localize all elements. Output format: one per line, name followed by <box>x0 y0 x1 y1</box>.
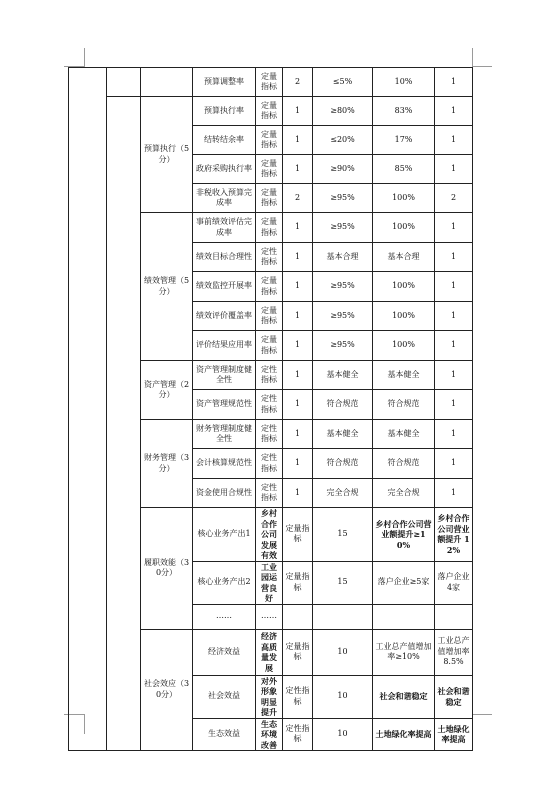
target-cell: ≤20% <box>313 126 373 155</box>
weight-cell: 15 <box>313 561 373 604</box>
weight-cell: 10 <box>313 675 373 718</box>
level3-cell: 生态效益 <box>193 718 256 751</box>
score-cell: 1 <box>435 331 473 361</box>
indicator-name-cell: 经济高质量发展 <box>256 629 283 675</box>
score-cell: 1 <box>435 243 473 272</box>
actual-cell: 落户企业4家 <box>435 561 473 604</box>
indicator-name-cell: 预算执行率 <box>193 97 256 126</box>
indicator-type-cell: 定量指标 <box>256 97 283 126</box>
indicator-type-cell: 定性指标 <box>256 420 283 449</box>
actual-cell: 完全合规 <box>373 479 435 508</box>
indicator-name-cell: 非税收入预算完成率 <box>193 184 256 213</box>
indicator-name-cell: 预算调整率 <box>193 68 256 97</box>
weight-cell: 1 <box>283 361 313 390</box>
weight-cell: 2 <box>283 184 313 213</box>
level2-cell <box>107 68 141 97</box>
indicator-type-cell: 定量指标 <box>283 561 313 604</box>
score-cell: 1 <box>435 449 473 479</box>
actual-cell: 乡村合作公司营业额提升 12% <box>435 508 473 562</box>
indicator-name-cell: 绩效目标合理性 <box>193 243 256 272</box>
weight-cell: 1 <box>283 420 313 449</box>
level3-cell: 核心业务产出2 <box>193 561 256 604</box>
section-social-effect: 社会效应（30分） <box>141 629 193 751</box>
target-cell: 工业总产值增加率≥10% <box>373 629 435 675</box>
level2-blank-cell <box>107 97 141 751</box>
level3-cell: …… <box>193 604 256 629</box>
indicator-type-cell: 定量指标 <box>256 184 283 213</box>
indicator-type-cell: 定量指标 <box>256 213 283 243</box>
target-cell: ≥95% <box>313 213 373 243</box>
indicator-name-cell: 生态环境改善 <box>256 718 283 751</box>
actual-cell: 10% <box>373 68 435 97</box>
target-cell: 基本健全 <box>313 420 373 449</box>
actual-cell: 基本合理 <box>373 243 435 272</box>
actual-cell: 100% <box>373 302 435 331</box>
indicator-type-cell: 定性指标 <box>256 479 283 508</box>
actual-cell: 83% <box>373 97 435 126</box>
weight-cell: 2 <box>283 68 313 97</box>
score-cell: 1 <box>435 420 473 449</box>
weight-cell: 1 <box>283 97 313 126</box>
crop-mark-top-left-v <box>84 48 85 67</box>
actual-cell: 土地绿化率提高 <box>435 718 473 751</box>
target-cell: ≥90% <box>313 155 373 184</box>
actual-cell: 基本健全 <box>373 420 435 449</box>
section-budget-execution: 预算执行（5分） <box>141 97 193 213</box>
weight-cell: 1 <box>283 331 313 361</box>
score-cell: 1 <box>435 390 473 420</box>
weight-cell: 1 <box>283 449 313 479</box>
target-cell: 符合规范 <box>313 449 373 479</box>
crop-mark-top-right-v <box>472 48 473 67</box>
indicator-name-cell: 财务管理制度健全性 <box>193 420 256 449</box>
indicator-name-cell: 结转结余率 <box>193 126 256 155</box>
target-cell: 基本合理 <box>313 243 373 272</box>
weight-cell: 1 <box>283 479 313 508</box>
target-cell: ≤5% <box>313 68 373 97</box>
target-cell: 土地绿化率提高 <box>373 718 435 751</box>
evaluation-table <box>68 67 473 751</box>
level3-cell: 核心业务产出1 <box>193 508 256 562</box>
actual-cell: 基本健全 <box>373 361 435 390</box>
actual-cell <box>435 604 473 629</box>
target-cell: ≥95% <box>313 272 373 302</box>
target-cell: 符合规范 <box>313 390 373 420</box>
target-cell: ≥95% <box>313 331 373 361</box>
score-cell: 1 <box>435 479 473 508</box>
score-cell: 1 <box>435 126 473 155</box>
crop-mark-top-right-h <box>472 66 492 67</box>
weight-cell: 1 <box>283 390 313 420</box>
weight-cell: 15 <box>313 508 373 562</box>
indicator-type-cell: 定性指标 <box>283 675 313 718</box>
indicator-name-cell: 绩效评价覆盖率 <box>193 302 256 331</box>
indicator-name-cell: 乡村合作公司发展有效 <box>256 508 283 562</box>
level3-cell: 经济效益 <box>193 629 256 675</box>
indicator-name-cell: 会计核算规范性 <box>193 449 256 479</box>
actual-cell: 85% <box>373 155 435 184</box>
indicator-name-cell: 对外形象明显提升 <box>256 675 283 718</box>
indicator-name-cell: 资金使用合规性 <box>193 479 256 508</box>
indicator-type-cell <box>283 604 313 629</box>
actual-cell: 工业总产值增加率 8.5% <box>435 629 473 675</box>
indicator-type-cell: 定量指标 <box>256 272 283 302</box>
indicator-type-cell: 定性指标 <box>283 718 313 751</box>
table-row <box>69 68 473 97</box>
target-cell: 基本健全 <box>313 361 373 390</box>
indicator-type-cell: 定性指标 <box>256 243 283 272</box>
actual-cell: 符合规范 <box>373 390 435 420</box>
indicator-name-cell: 资产管理规范性 <box>193 390 256 420</box>
weight-cell: 1 <box>283 302 313 331</box>
score-cell: 1 <box>435 302 473 331</box>
section-finance-management: 财务管理（3分） <box>141 420 193 508</box>
level3-cell: 社会效益 <box>193 675 256 718</box>
actual-cell: 17% <box>373 126 435 155</box>
score-cell: 2 <box>435 184 473 213</box>
score-cell: 1 <box>435 68 473 97</box>
indicator-type-cell: 定量指标 <box>283 629 313 675</box>
indicator-name-cell: …… <box>256 604 283 629</box>
actual-cell: 100% <box>373 213 435 243</box>
score-cell: 1 <box>435 272 473 302</box>
section-performance-efficiency: 履职效能（30分） <box>141 508 193 630</box>
weight-cell: 10 <box>313 629 373 675</box>
weight-cell: 1 <box>283 155 313 184</box>
score-cell: 1 <box>435 361 473 390</box>
indicator-name-cell: 事前绩效评估完成率 <box>193 213 256 243</box>
target-cell: ≥95% <box>313 184 373 213</box>
indicator-type-cell: 定性指标 <box>256 361 283 390</box>
target-cell: 乡村合作公司营业额提升≥10% <box>373 508 435 562</box>
target-cell: 完全合规 <box>313 479 373 508</box>
level1-blank-cell <box>69 68 107 751</box>
indicator-type-cell: 定量指标 <box>283 508 313 562</box>
indicator-type-cell: 定性指标 <box>256 390 283 420</box>
target-cell: ≥95% <box>313 302 373 331</box>
indicator-type-cell: 定量指标 <box>256 126 283 155</box>
weight-cell: 1 <box>283 243 313 272</box>
indicator-name-cell: 资产管理制度健全性 <box>193 361 256 390</box>
indicator-type-cell: 定性指标 <box>256 449 283 479</box>
indicator-name-cell: 政府采购执行率 <box>193 155 256 184</box>
weight-cell: 1 <box>283 272 313 302</box>
weight-cell: 10 <box>313 718 373 751</box>
indicator-name-cell: 评价结果应用率 <box>193 331 256 361</box>
actual-cell: 100% <box>373 184 435 213</box>
indicator-name-cell: 绩效监控开展率 <box>193 272 256 302</box>
actual-cell: 100% <box>373 272 435 302</box>
score-cell: 1 <box>435 213 473 243</box>
score-cell: 1 <box>435 155 473 184</box>
weight-cell: 1 <box>283 126 313 155</box>
actual-cell: 社会和谐稳定 <box>435 675 473 718</box>
section-performance-management: 绩效管理（5分） <box>141 213 193 361</box>
indicator-type-cell: 定量指标 <box>256 302 283 331</box>
target-cell <box>373 604 435 629</box>
target-cell: 落户企业≥5家 <box>373 561 435 604</box>
actual-cell: 符合规范 <box>373 449 435 479</box>
weight-cell <box>313 604 373 629</box>
indicator-type-cell: 定量指标 <box>256 331 283 361</box>
level3-cell <box>141 68 193 97</box>
weight-cell: 1 <box>283 213 313 243</box>
indicator-type-cell: 定量指标 <box>256 68 283 97</box>
target-cell: ≥80% <box>313 97 373 126</box>
indicator-name-cell: 工业园运营良好 <box>256 561 283 604</box>
section-asset-management: 资产管理（2分） <box>141 361 193 420</box>
table-row <box>69 97 473 126</box>
target-cell: 社会和谐稳定 <box>373 675 435 718</box>
score-cell: 1 <box>435 97 473 126</box>
indicator-type-cell: 定量指标 <box>256 155 283 184</box>
actual-cell: 100% <box>373 331 435 361</box>
crop-mark-bottom-right-h <box>472 714 492 715</box>
